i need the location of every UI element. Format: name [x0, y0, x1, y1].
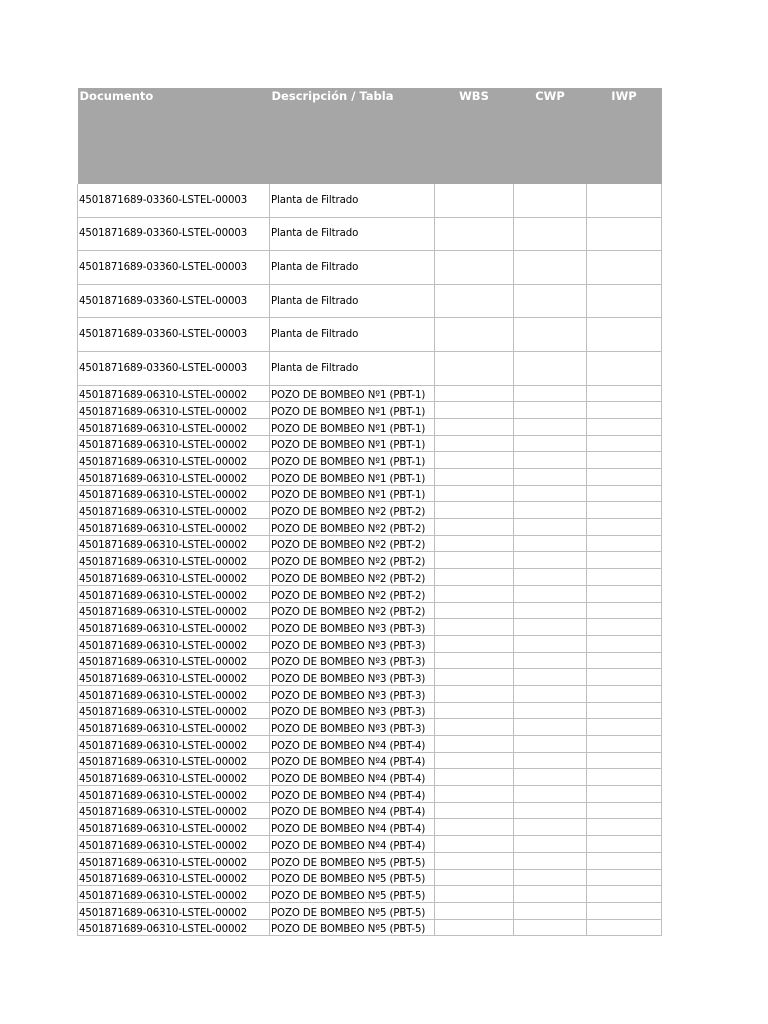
table-row	[78, 402, 662, 419]
cell-cwp[interactable]	[514, 819, 587, 836]
cell-documento[interactable]: 4501871689-06310-LSTEL-00002	[78, 535, 270, 552]
cell-cwp[interactable]	[514, 251, 587, 285]
cell-cwp[interactable]	[514, 469, 587, 486]
cell-descripcion[interactable]: POZO DE BOMBEO Nº5 (PBT-5)	[270, 919, 435, 936]
cell-iwp[interactable]	[587, 736, 662, 753]
cell-iwp[interactable]	[587, 852, 662, 869]
table-row	[78, 852, 662, 869]
cell-wbs[interactable]	[435, 919, 514, 936]
cell-wbs[interactable]	[435, 902, 514, 919]
cell-wbs[interactable]	[435, 519, 514, 536]
cell-wbs[interactable]	[435, 184, 514, 217]
cell-documento[interactable]: 4501871689-06310-LSTEL-00002	[78, 919, 270, 936]
cell-iwp[interactable]	[587, 769, 662, 786]
cell-documento[interactable]: 4501871689-06310-LSTEL-00002	[78, 752, 270, 769]
cell-cwp[interactable]	[514, 452, 587, 469]
cell-documento[interactable]: 4501871689-06310-LSTEL-00002	[78, 852, 270, 869]
cell-descripcion[interactable]: POZO DE BOMBEO Nº2 (PBT-2)	[270, 519, 435, 536]
header-iwp: IWP	[587, 88, 662, 184]
cell-cwp[interactable]	[514, 284, 587, 318]
cell-iwp[interactable]	[587, 251, 662, 285]
cell-documento[interactable]: 4501871689-06310-LSTEL-00002	[78, 685, 270, 702]
table-row	[78, 452, 662, 469]
cell-documento[interactable]: 4501871689-06310-LSTEL-00002	[78, 385, 270, 402]
cell-descripcion[interactable]: POZO DE BOMBEO Nº4 (PBT-4)	[270, 819, 435, 836]
cell-wbs[interactable]	[435, 485, 514, 502]
table-row	[78, 635, 662, 652]
table-row	[78, 569, 662, 586]
table-row	[78, 469, 662, 486]
table-row	[78, 485, 662, 502]
cell-descripcion[interactable]: POZO DE BOMBEO Nº1 (PBT-1)	[270, 418, 435, 435]
table-row	[78, 418, 662, 435]
cell-iwp[interactable]	[587, 552, 662, 569]
cell-wbs[interactable]	[435, 585, 514, 602]
cell-wbs[interactable]	[435, 251, 514, 285]
cell-iwp[interactable]	[587, 752, 662, 769]
cell-wbs[interactable]	[435, 569, 514, 586]
cell-iwp[interactable]	[587, 786, 662, 803]
cell-iwp[interactable]	[587, 485, 662, 502]
table-row	[78, 719, 662, 736]
cell-descripcion[interactable]: POZO DE BOMBEO Nº1 (PBT-1)	[270, 402, 435, 419]
cell-cwp[interactable]	[514, 535, 587, 552]
cell-wbs[interactable]	[435, 719, 514, 736]
cell-iwp[interactable]	[587, 452, 662, 469]
cell-cwp[interactable]	[514, 685, 587, 702]
table-row	[78, 619, 662, 636]
cell-descripcion[interactable]: POZO DE BOMBEO Nº1 (PBT-1)	[270, 485, 435, 502]
cell-iwp[interactable]	[587, 585, 662, 602]
cell-documento[interactable]: 4501871689-06310-LSTEL-00002	[78, 886, 270, 903]
cell-cwp[interactable]	[514, 351, 587, 385]
table-row	[78, 535, 662, 552]
cell-wbs[interactable]	[435, 886, 514, 903]
cell-descripcion[interactable]: POZO DE BOMBEO Nº1 (PBT-1)	[270, 469, 435, 486]
cell-iwp[interactable]	[587, 502, 662, 519]
cell-wbs[interactable]	[435, 535, 514, 552]
cell-documento[interactable]: 4501871689-06310-LSTEL-00002	[78, 902, 270, 919]
cell-descripcion[interactable]: POZO DE BOMBEO Nº4 (PBT-4)	[270, 802, 435, 819]
cell-descripcion[interactable]: POZO DE BOMBEO Nº3 (PBT-3)	[270, 685, 435, 702]
cell-documento[interactable]: 4501871689-06310-LSTEL-00002	[78, 652, 270, 669]
cell-descripcion[interactable]: POZO DE BOMBEO Nº2 (PBT-2)	[270, 535, 435, 552]
cell-descripcion[interactable]: POZO DE BOMBEO Nº2 (PBT-2)	[270, 602, 435, 619]
cell-wbs[interactable]	[435, 619, 514, 636]
cell-documento[interactable]: 4501871689-06310-LSTEL-00002	[78, 569, 270, 586]
cell-cwp[interactable]	[514, 485, 587, 502]
cell-documento[interactable]: 4501871689-06310-LSTEL-00002	[78, 635, 270, 652]
cell-documento[interactable]: 4501871689-06310-LSTEL-00002	[78, 769, 270, 786]
header-documento: Documento	[78, 88, 270, 184]
cell-iwp[interactable]	[587, 569, 662, 586]
table-row	[78, 251, 662, 285]
table-row	[78, 217, 662, 251]
table-header	[78, 88, 662, 184]
cell-iwp[interactable]	[587, 702, 662, 719]
table-row	[78, 802, 662, 819]
cell-wbs[interactable]	[435, 652, 514, 669]
cell-iwp[interactable]	[587, 435, 662, 452]
table-row	[78, 702, 662, 719]
table-row	[78, 351, 662, 385]
cell-descripcion[interactable]: Planta de Filtrado	[270, 284, 435, 318]
cell-documento[interactable]: 4501871689-06310-LSTEL-00002	[78, 836, 270, 853]
cell-documento[interactable]: 4501871689-06310-LSTEL-00002	[78, 736, 270, 753]
cell-documento[interactable]: 4501871689-06310-LSTEL-00002	[78, 485, 270, 502]
table-row	[78, 385, 662, 402]
table-row	[78, 836, 662, 853]
cell-wbs[interactable]	[435, 819, 514, 836]
cell-wbs[interactable]	[435, 452, 514, 469]
cell-wbs[interactable]	[435, 602, 514, 619]
cell-documento[interactable]: 4501871689-06310-LSTEL-00002	[78, 819, 270, 836]
cell-descripcion[interactable]: Planta de Filtrado	[270, 184, 435, 217]
cell-wbs[interactable]	[435, 702, 514, 719]
cell-iwp[interactable]	[587, 635, 662, 652]
cell-documento[interactable]: 4501871689-06310-LSTEL-00002	[78, 519, 270, 536]
cell-documento[interactable]: 4501871689-06310-LSTEL-00002	[78, 602, 270, 619]
cell-cwp[interactable]	[514, 602, 587, 619]
cell-iwp[interactable]	[587, 284, 662, 318]
cell-descripcion[interactable]: POZO DE BOMBEO Nº5 (PBT-5)	[270, 902, 435, 919]
table-row	[78, 602, 662, 619]
table-row	[78, 669, 662, 686]
cell-descripcion[interactable]: Planta de Filtrado	[270, 217, 435, 251]
cell-cwp[interactable]	[514, 619, 587, 636]
cell-cwp[interactable]	[514, 402, 587, 419]
table-row	[78, 736, 662, 753]
cell-iwp[interactable]	[587, 819, 662, 836]
cell-descripcion[interactable]: POZO DE BOMBEO Nº2 (PBT-2)	[270, 569, 435, 586]
cell-documento[interactable]: 4501871689-06310-LSTEL-00002	[78, 469, 270, 486]
table-row	[78, 769, 662, 786]
cell-wbs[interactable]	[435, 435, 514, 452]
cell-wbs[interactable]	[435, 786, 514, 803]
cell-cwp[interactable]	[514, 502, 587, 519]
table-row	[78, 886, 662, 903]
cell-documento[interactable]: 4501871689-06310-LSTEL-00002	[78, 585, 270, 602]
cell-descripcion[interactable]: POZO DE BOMBEO Nº5 (PBT-5)	[270, 852, 435, 869]
cell-descripcion[interactable]: POZO DE BOMBEO Nº2 (PBT-2)	[270, 502, 435, 519]
table-row	[78, 786, 662, 803]
cell-wbs[interactable]	[435, 635, 514, 652]
cell-cwp[interactable]	[514, 852, 587, 869]
cell-iwp[interactable]	[587, 919, 662, 936]
cell-cwp[interactable]	[514, 669, 587, 686]
cell-descripcion[interactable]: Planta de Filtrado	[270, 318, 435, 352]
cell-iwp[interactable]	[587, 869, 662, 886]
cell-descripcion[interactable]: POZO DE BOMBEO Nº5 (PBT-5)	[270, 869, 435, 886]
cell-cwp[interactable]	[514, 919, 587, 936]
cell-wbs[interactable]	[435, 418, 514, 435]
table-row	[78, 752, 662, 769]
cell-cwp[interactable]	[514, 184, 587, 217]
cell-cwp[interactable]	[514, 635, 587, 652]
cell-cwp[interactable]	[514, 836, 587, 853]
cell-wbs[interactable]	[435, 685, 514, 702]
cell-cwp[interactable]	[514, 385, 587, 402]
cell-wbs[interactable]	[435, 669, 514, 686]
table-row	[78, 184, 662, 217]
cell-documento[interactable]: 4501871689-03360-LSTEL-00003	[78, 251, 270, 285]
header-cwp: CWP	[514, 88, 587, 184]
cell-wbs[interactable]	[435, 402, 514, 419]
cell-cwp[interactable]	[514, 519, 587, 536]
cell-cwp[interactable]	[514, 802, 587, 819]
cell-documento[interactable]: 4501871689-06310-LSTEL-00002	[78, 669, 270, 686]
cell-cwp[interactable]	[514, 752, 587, 769]
table-row	[78, 685, 662, 702]
cell-cwp[interactable]	[514, 702, 587, 719]
cell-cwp[interactable]	[514, 569, 587, 586]
cell-descripcion[interactable]: POZO DE BOMBEO Nº4 (PBT-4)	[270, 786, 435, 803]
cell-wbs[interactable]	[435, 351, 514, 385]
cell-iwp[interactable]	[587, 535, 662, 552]
cell-cwp[interactable]	[514, 435, 587, 452]
cell-iwp[interactable]	[587, 802, 662, 819]
cell-cwp[interactable]	[514, 719, 587, 736]
cell-cwp[interactable]	[514, 585, 587, 602]
cell-descripcion[interactable]: POZO DE BOMBEO Nº3 (PBT-3)	[270, 719, 435, 736]
cell-documento[interactable]: 4501871689-06310-LSTEL-00002	[78, 502, 270, 519]
cell-wbs[interactable]	[435, 852, 514, 869]
cell-descripcion[interactable]: POZO DE BOMBEO Nº4 (PBT-4)	[270, 769, 435, 786]
cell-iwp[interactable]	[587, 385, 662, 402]
cell-wbs[interactable]	[435, 469, 514, 486]
cell-wbs[interactable]	[435, 502, 514, 519]
cell-documento[interactable]: 4501871689-03360-LSTEL-00003	[78, 217, 270, 251]
cell-wbs[interactable]	[435, 752, 514, 769]
cell-iwp[interactable]	[587, 669, 662, 686]
cell-documento[interactable]: 4501871689-06310-LSTEL-00002	[78, 418, 270, 435]
cell-wbs[interactable]	[435, 318, 514, 352]
cell-cwp[interactable]	[514, 652, 587, 669]
header-descripcion: Descripción / Tabla	[270, 88, 435, 184]
cell-cwp[interactable]	[514, 552, 587, 569]
table-row	[78, 318, 662, 352]
cell-iwp[interactable]	[587, 351, 662, 385]
cell-wbs[interactable]	[435, 869, 514, 886]
cell-descripcion[interactable]: POZO DE BOMBEO Nº4 (PBT-4)	[270, 836, 435, 853]
cell-iwp[interactable]	[587, 602, 662, 619]
document-table	[77, 88, 662, 936]
cell-iwp[interactable]	[587, 418, 662, 435]
table-row	[78, 919, 662, 936]
table-row	[78, 519, 662, 536]
cell-iwp[interactable]	[587, 184, 662, 217]
cell-documento[interactable]: 4501871689-06310-LSTEL-00002	[78, 719, 270, 736]
cell-descripcion[interactable]: Planta de Filtrado	[270, 351, 435, 385]
cell-descripcion[interactable]: Planta de Filtrado	[270, 251, 435, 285]
cell-descripcion[interactable]: POZO DE BOMBEO Nº2 (PBT-2)	[270, 585, 435, 602]
cell-documento[interactable]: 4501871689-06310-LSTEL-00002	[78, 786, 270, 803]
cell-descripcion[interactable]: POZO DE BOMBEO Nº5 (PBT-5)	[270, 886, 435, 903]
table-row	[78, 284, 662, 318]
cell-iwp[interactable]	[587, 902, 662, 919]
cell-documento[interactable]: 4501871689-03360-LSTEL-00003	[78, 318, 270, 352]
cell-cwp[interactable]	[514, 902, 587, 919]
cell-wbs[interactable]	[435, 552, 514, 569]
cell-documento[interactable]: 4501871689-06310-LSTEL-00002	[78, 552, 270, 569]
cell-wbs[interactable]	[435, 836, 514, 853]
cell-descripcion[interactable]: POZO DE BOMBEO Nº3 (PBT-3)	[270, 652, 435, 669]
cell-wbs[interactable]	[435, 736, 514, 753]
table-row	[78, 502, 662, 519]
cell-descripcion[interactable]: POZO DE BOMBEO Nº4 (PBT-4)	[270, 752, 435, 769]
cell-cwp[interactable]	[514, 869, 587, 886]
cell-documento[interactable]: 4501871689-06310-LSTEL-00002	[78, 452, 270, 469]
cell-descripcion[interactable]: POZO DE BOMBEO Nº1 (PBT-1)	[270, 435, 435, 452]
cell-documento[interactable]: 4501871689-06310-LSTEL-00002	[78, 619, 270, 636]
cell-iwp[interactable]	[587, 519, 662, 536]
cell-cwp[interactable]	[514, 786, 587, 803]
cell-iwp[interactable]	[587, 402, 662, 419]
cell-iwp[interactable]	[587, 318, 662, 352]
cell-cwp[interactable]	[514, 217, 587, 251]
table-row	[78, 585, 662, 602]
table-row	[78, 902, 662, 919]
cell-cwp[interactable]	[514, 886, 587, 903]
cell-iwp[interactable]	[587, 719, 662, 736]
table-row	[78, 435, 662, 452]
cell-iwp[interactable]	[587, 619, 662, 636]
cell-descripcion[interactable]: POZO DE BOMBEO Nº2 (PBT-2)	[270, 552, 435, 569]
table-row	[78, 819, 662, 836]
cell-descripcion[interactable]: POZO DE BOMBEO Nº1 (PBT-1)	[270, 452, 435, 469]
cell-wbs[interactable]	[435, 217, 514, 251]
table-row	[78, 652, 662, 669]
cell-documento[interactable]: 4501871689-06310-LSTEL-00002	[78, 802, 270, 819]
cell-cwp[interactable]	[514, 769, 587, 786]
cell-documento[interactable]: 4501871689-06310-LSTEL-00002	[78, 702, 270, 719]
cell-iwp[interactable]	[587, 217, 662, 251]
cell-descripcion[interactable]: POZO DE BOMBEO Nº3 (PBT-3)	[270, 619, 435, 636]
cell-documento[interactable]: 4501871689-03360-LSTEL-00003	[78, 284, 270, 318]
cell-wbs[interactable]	[435, 769, 514, 786]
cell-iwp[interactable]	[587, 886, 662, 903]
header-wbs: WBS	[435, 88, 514, 184]
cell-wbs[interactable]	[435, 802, 514, 819]
table-row	[78, 869, 662, 886]
cell-descripcion[interactable]: POZO DE BOMBEO Nº3 (PBT-3)	[270, 635, 435, 652]
cell-iwp[interactable]	[587, 836, 662, 853]
cell-wbs[interactable]	[435, 284, 514, 318]
cell-iwp[interactable]	[587, 685, 662, 702]
cell-descripcion[interactable]: POZO DE BOMBEO Nº4 (PBT-4)	[270, 736, 435, 753]
cell-cwp[interactable]	[514, 418, 587, 435]
cell-cwp[interactable]	[514, 736, 587, 753]
cell-descripcion[interactable]: POZO DE BOMBEO Nº3 (PBT-3)	[270, 702, 435, 719]
cell-documento[interactable]: 4501871689-06310-LSTEL-00002	[78, 435, 270, 452]
cell-iwp[interactable]	[587, 652, 662, 669]
cell-documento[interactable]: 4501871689-06310-LSTEL-00002	[78, 402, 270, 419]
cell-iwp[interactable]	[587, 469, 662, 486]
cell-descripcion[interactable]: POZO DE BOMBEO Nº1 (PBT-1)	[270, 385, 435, 402]
table-row	[78, 552, 662, 569]
cell-cwp[interactable]	[514, 318, 587, 352]
cell-documento[interactable]: 4501871689-03360-LSTEL-00003	[78, 351, 270, 385]
cell-descripcion[interactable]: POZO DE BOMBEO Nº3 (PBT-3)	[270, 669, 435, 686]
header-row	[78, 88, 662, 184]
cell-wbs[interactable]	[435, 385, 514, 402]
cell-documento[interactable]: 4501871689-06310-LSTEL-00002	[78, 869, 270, 886]
cell-documento[interactable]: 4501871689-03360-LSTEL-00003	[78, 184, 270, 217]
table-body	[78, 184, 662, 936]
